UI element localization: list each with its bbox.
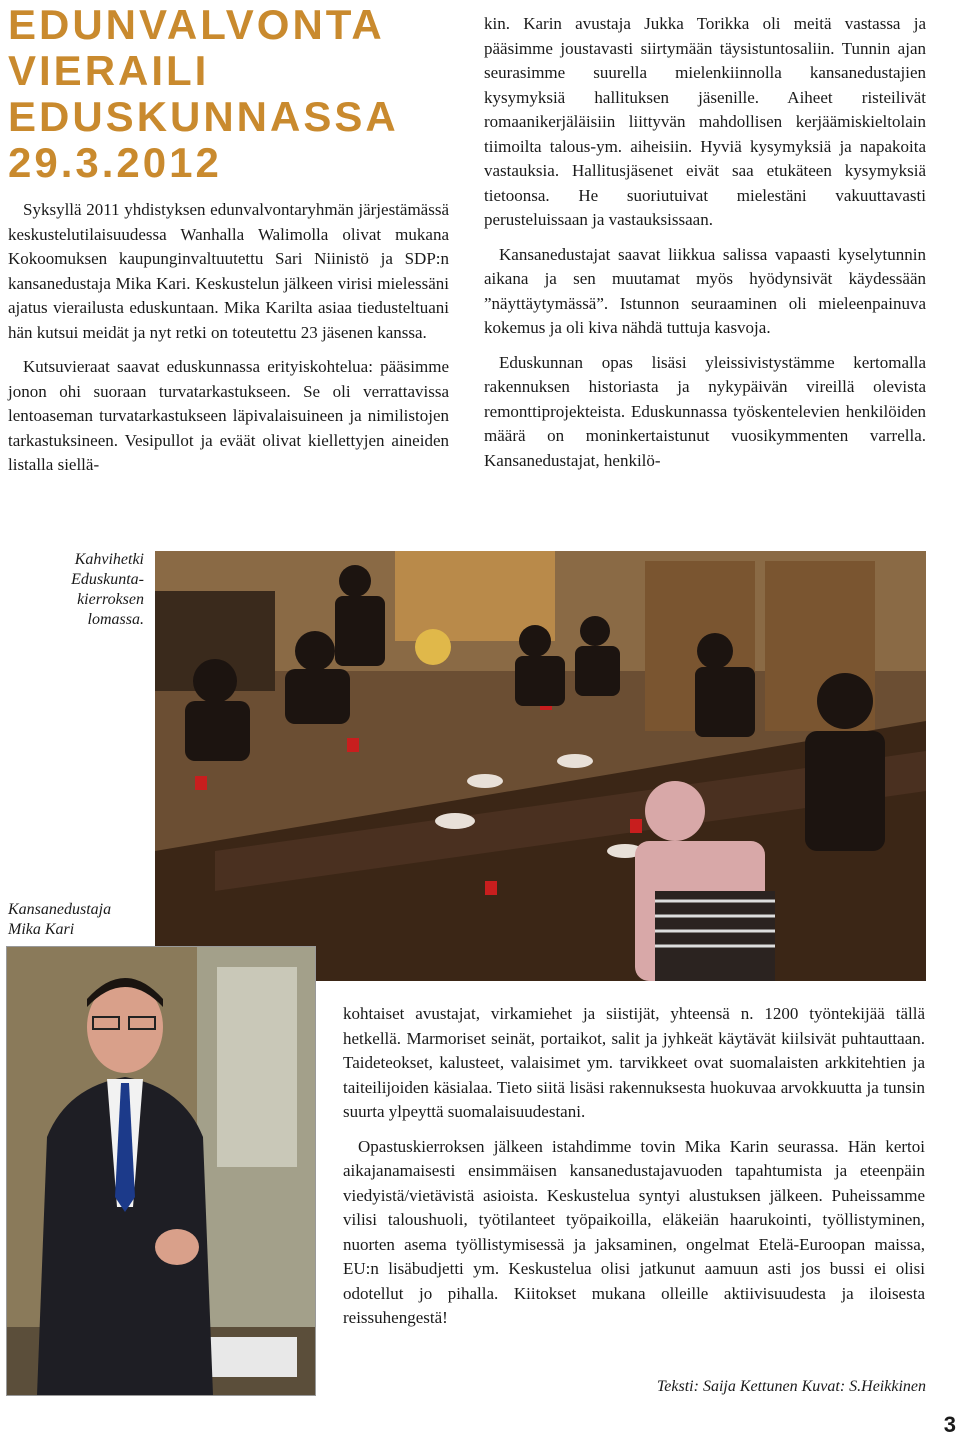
caption-line: Eduskunta- bbox=[71, 571, 144, 588]
caption-line: Kahvihetki bbox=[74, 551, 144, 568]
text-column-2 bbox=[484, 12, 926, 483]
caption-line: Mika Kari bbox=[8, 921, 75, 938]
paragraph: kin. Karin avustaja Jukka Torikka oli meitä vastassa ja pääsimme joustavasti siirtymään täysistuntosaliin. Tunnin ajan seurasimme suurella mielenkiinnolla kansanedustajien kysymyksiä hallituksen jäsenille. Aiheet risteilivät romaanikerjäläisiin liittyvän mahdollisen kerjäämiskieltolain tiimoilta talous-ym. aiheisiin. Hyviä kysymyksiä ja napakoita vastauksia. Hallitusjäsenet eivät saa etukäteen kysymyksiä tietoonsa. He suoriutuivat mielestäni vakuuttavasti perusteluissaan ja vastauksissaan. bbox=[484, 14, 926, 229]
photo-text-credits: Teksti: Saija Kettunen Kuvat: S.Heikkinen bbox=[656, 1378, 926, 1395]
photo-coffee-break-meeting bbox=[155, 551, 926, 981]
photo-mp-mika-kari bbox=[6, 946, 316, 1396]
paragraph: Syksyllä 2011 yhdistyksen edunvalvontaryhmän järjestämässä keskustelutilaisuudessa Wanhalla Walimolla olivat mukana Kokoomuksen kaupunginvaltuutettu Sari Niinistö ja SDP:n kansanedustaja Mika Kari. Keskustelun jälkeen virisi mielessäni ajatus vierailusta eduskuntaan. Mika Karilta asiaa tiedusteltuani hän kutsui meidät ja nyt retki on toteutettu 23 jäsenen kanssa. bbox=[8, 200, 449, 342]
page-number: 3 bbox=[943, 1412, 956, 1437]
paragraph: Eduskunnan opas lisäsi yleissivistystämme kertomalla rakennuksen historiasta ja nykypäivän vireillä olevista remonttiprojekteista. Eduskunnassa työskentelevien henkilöiden määrä on moninkertaistunut vuosikymmenten varrella. Kansanedustajat, henkilö- bbox=[484, 352, 926, 470]
article-title bbox=[8, 2, 399, 186]
paragraph: Kutsuvieraat saavat eduskunnassa erityiskohtelua: pääsimme jonon ohi suoraan turvatarkastukseen. Se oli verrattavissa lentoaseman turvatarkastukseen läpivalaisuineen ja nimilistojen tarkastuksineen. Vesipullot ja eväät olivat kiellettyjen aineiden listalla siellä- bbox=[8, 357, 449, 474]
paragraph: Opastuskierroksen jälkeen istahdimme tovin Mika Karin seurassa. Hän kertoi aikajanamaisesti ensimmäisen kansanedustajavuoden tapahtumista ja eteenpäin viedyistä/vietävistä asioista. Keskustelua syntyi alustuksen jälkeen. Puheissamme vilisi taloushuoli, työtilanteet työpaikoilla, eläkeiän haarukointi, työllistyminen, nuorten asema työllistymisessä ja jaksaminen, ongelmat Etelä-Euroopan maissa, EU:n lisäbudjetti ym. Keskustelua olisi jatkunut aamuun asti jos bussi ei olisi odotellut jo pihalla. Kiitokset mukana olleille aktiivisuudesta ja iloisesta reissuhengestä! bbox=[343, 1136, 925, 1327]
caption-line: Kansanedustaja bbox=[8, 901, 112, 918]
paragraph: Kansanedustajat saavat liikkua salissa vapaasti kyselytunnin aikana ja sen muutamat myös hyödynsivät käydessään ”näyttäytymässä”. Istunnon seuraaminen oli mieleenpainuva kokemus ja oli kiva nähdä tuttuja kasvoja. bbox=[484, 244, 926, 337]
title-line: VIERAILI bbox=[8, 47, 210, 94]
paragraph: kohtaiset avustajat, virkamiehet ja siistijät, yhteensä n. 1200 työntekijää tällä hetkellä. Marmoriset seinät, portaikot, salit ja jyhkeät käytävät kiilsivät puhtauttaan. Taideteokset, kalusteet, valaisimet ym. tarvikkeet ovat suomalaisten arkkitehtien ja taiteilijoiden käsialaa. Tieto siitä lisäsi rakennuksesta huokuvaa arvokkuutta ja tunsin suurta ylpeyttä suomalaisuudestani. bbox=[343, 1004, 925, 1121]
text-column-3 bbox=[343, 1002, 925, 1341]
text-column-1 bbox=[8, 198, 449, 488]
photo-illustration bbox=[7, 947, 315, 1395]
title-line: EDUSKUNNASSA bbox=[8, 93, 399, 140]
photo-illustration bbox=[155, 551, 926, 981]
caption-line: lomassa. bbox=[87, 611, 144, 628]
title-line: EDUNVALVONTA bbox=[8, 1, 385, 48]
caption-mp bbox=[8, 900, 158, 940]
caption-coffee-break bbox=[40, 550, 144, 630]
title-line: 29.3.2012 bbox=[8, 139, 222, 186]
caption-line: kierroksen bbox=[77, 591, 144, 608]
